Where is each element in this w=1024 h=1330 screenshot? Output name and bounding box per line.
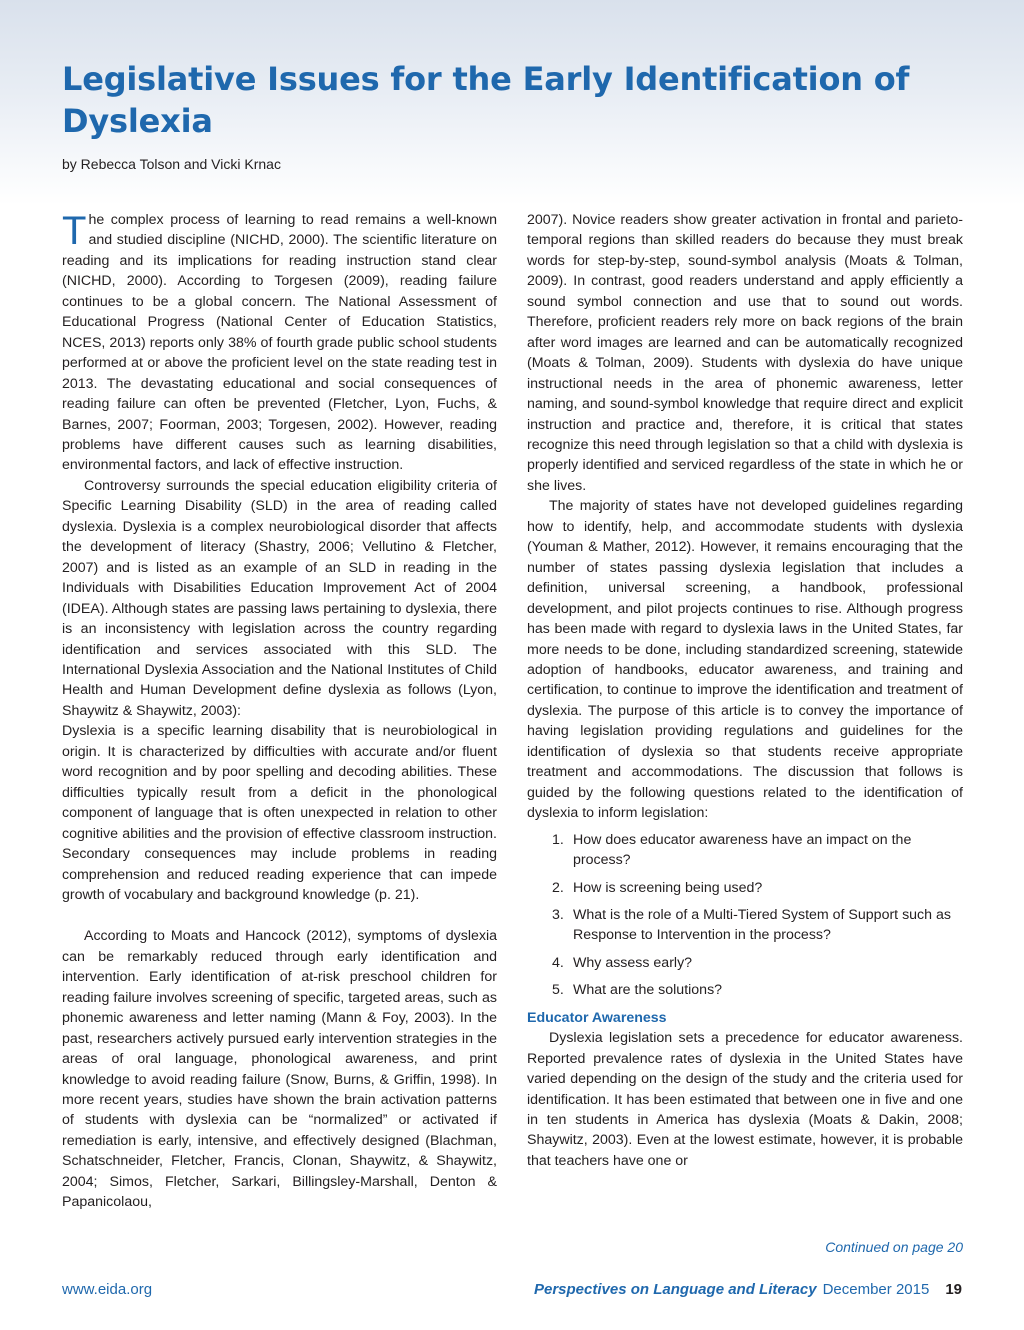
list-text: What is the role of a Multi-Tiered System of Support such as Response to Intervention in the process?	[573, 906, 951, 944]
drop-cap: T	[62, 209, 87, 253]
list-number: 4.	[552, 954, 564, 971]
list-item	[552, 830, 963, 871]
page-footer	[62, 1281, 962, 1305]
paragraph	[62, 210, 497, 476]
definition-blockquote: Dyslexia is a specific learning disability that is neurobiological in origin. It is characterized by difficulties with accurate and/or fluent word recognition and by poor spelling and decoding abilities. These difficulties typically result from a deficit in the phonological component of language that is often unexpected in relation to other cognitive abilities and the provision of effective classroom instruction. Secondary consequences may include problems in reading comprehension and reduced reading experience that can impede growth of vocabulary and background knowledge (p. 21).	[62, 723, 497, 903]
paragraph-text: he complex process of learning to read remains a well-known and studied discipline (NICHD, 2000). The scientific literature on reading and its implications for reading instruction stand clear (NICHD, 2000). According to Torgesen (2009), reading failure continues to be a global concern. The National Assessment of Educational Progress (National Center of Education Statistics, NCES, 2013) reports only 38% of fourth grade public school students performed at or above the proficient level on the state reading test in 2013. The devastating educational and social consequences of reading failure can often be prevented (Fletcher, Lyon, Fuchs, & Barnes, 2007; Foorman, 2003; Torgesen, 2002). However, reading problems have different causes such as learning disabilities, environmental factors, and lack of effective instruction.	[62, 212, 497, 474]
question-list	[527, 830, 963, 1001]
list-text: How does educator awareness have an impact on the process?	[573, 831, 912, 869]
list-number: 5.	[552, 982, 564, 999]
footer-url-link[interactable]: www.eida.org	[62, 1281, 153, 1298]
list-number: 1.	[552, 831, 564, 848]
paragraph: Controversy surrounds the special education eligibility criteria of Specific Learning Disability (SLD) in the area of reading called dyslexia. Dyslexia is a complex neurobiological disorder that affects the development of literacy (Shastry, 2006; Vellutino & Fletcher, 2007) and is listed as an example of an SLD in reading in the Individuals with Disabilities Education Improvement Act of 2004 (IDEA). Although states are passing laws pertaining to dyslexia, there is an inconsistency with legislation across the country regarding identification and services associated with this SLD. The International Dyslexia Association and the National Institutes of Child Health and Human Development define dyslexia as follows (Lyon, Shaywitz & Shaywitz, 2003):	[62, 477, 497, 719]
footer-publication	[534, 1281, 962, 1298]
section-heading: Educator Awareness	[527, 1009, 667, 1026]
right-column	[527, 210, 963, 1171]
paragraph: Dyslexia legislation sets a precedence for educator awareness. Reported prevalence rates of dyslexia in the United States have varied depending on the design of the study and the criteria used for identification. It has been estimated that between one in five and one in ten students in America has dyslexia (Moats & Dakin, 2008; Shaywitz, 2003). Even at the lowest estimate, however, it is probable that teachers have one or	[527, 1030, 963, 1169]
list-item	[552, 953, 963, 973]
paragraph: According to Moats and Hancock (2012), symptoms of dyslexia can be remarkably reduced through early identification and intervention. Early identification of at-risk preschool children for reading failure involves screening of specific, targeted areas, such as phonemic awareness and letter naming (Mann & Foy, 2003). In the past, researchers actively pursued early intervention strategies in the areas of oral language, phonological awareness, and print knowledge to avoid reading failure (Snow, Burns, & Griffin, 1998). In more recent years, studies have shown the brain activation patterns of students with dyslexia can be “normalized” or activated if remediation is early, intensive, and effectively designed (Blachman, Schatschneider, Fletcher, Francis, Clonan, Shaywitz, & Shaywitz, 2004; Simos, Fletcher, Sarkari, Billingsley-Marshall, Denton & Papanicolaou,	[62, 928, 497, 1211]
list-number: 3.	[552, 906, 564, 923]
continued-note: Continued on page 20	[825, 1239, 963, 1255]
byline: by Rebecca Tolson and Vicki Krnac	[62, 156, 281, 172]
list-text: What are the solutions?	[573, 982, 723, 999]
page-number: 19	[945, 1281, 962, 1298]
list-item	[552, 878, 963, 898]
article-title: Legislative Issues for the Early Identification of Dyslexia	[62, 60, 910, 140]
list-text: How is screening being used?	[573, 879, 763, 896]
paragraph: 2007). Novice readers show greater activation in frontal and parieto-temporal regions than skilled readers do because they must break words for step-by-step, sound-symbol analysis (Moats & Tolman, 2009). In contrast, good readers understand and apply efficiently a sound symbol connection and use that to sound out words. Therefore, proficient readers rely more on back regions of the brain after word images are learned and can be automatically recognized (Moats & Tolman, 2009). Students with dyslexia do have unique instructional needs in the area of phonemic awareness, letter naming, and sound-symbol knowledge that require direct and explicit instruction and practice and, therefore, it is critical that states recognize this need through legislation so that a child with dyslexia is properly identified and serviced regardless of the state in which he or she lives.	[527, 212, 963, 494]
spacer	[62, 905, 497, 926]
issue-date: December 2015	[822, 1281, 930, 1298]
journal-name: Perspectives on Language and Literacy	[533, 1281, 817, 1298]
list-item	[552, 980, 963, 1000]
paragraph: The majority of states have not developed guidelines regarding how to identify, help, and accommodate students with dyslexia (Youman & Mather, 2012). However, it remains encouraging that the number of states passing dyslexia legislation that includes a definition, universal screening, a handbook, professional development, and pilot projects continues to rise. Although progress has been made with regard to dyslexia laws in the United States, far more needs to be done, including standardized screening, statewide adoption of handbooks, educator awareness, and training and certification, to continue to improve the identification and treatment of dyslexia. The purpose of this article is to convey the importance of having legislation providing regulations and guidelines for the identification of dyslexia so that students receive appropriate treatment and accommodations. The discussion that follows is guided by the following questions related to the identification of dyslexia to inform legislation:	[527, 498, 963, 822]
list-item	[552, 905, 963, 946]
left-column	[62, 210, 497, 1213]
list-text: Why assess early?	[573, 954, 693, 971]
list-number: 2.	[552, 879, 564, 896]
